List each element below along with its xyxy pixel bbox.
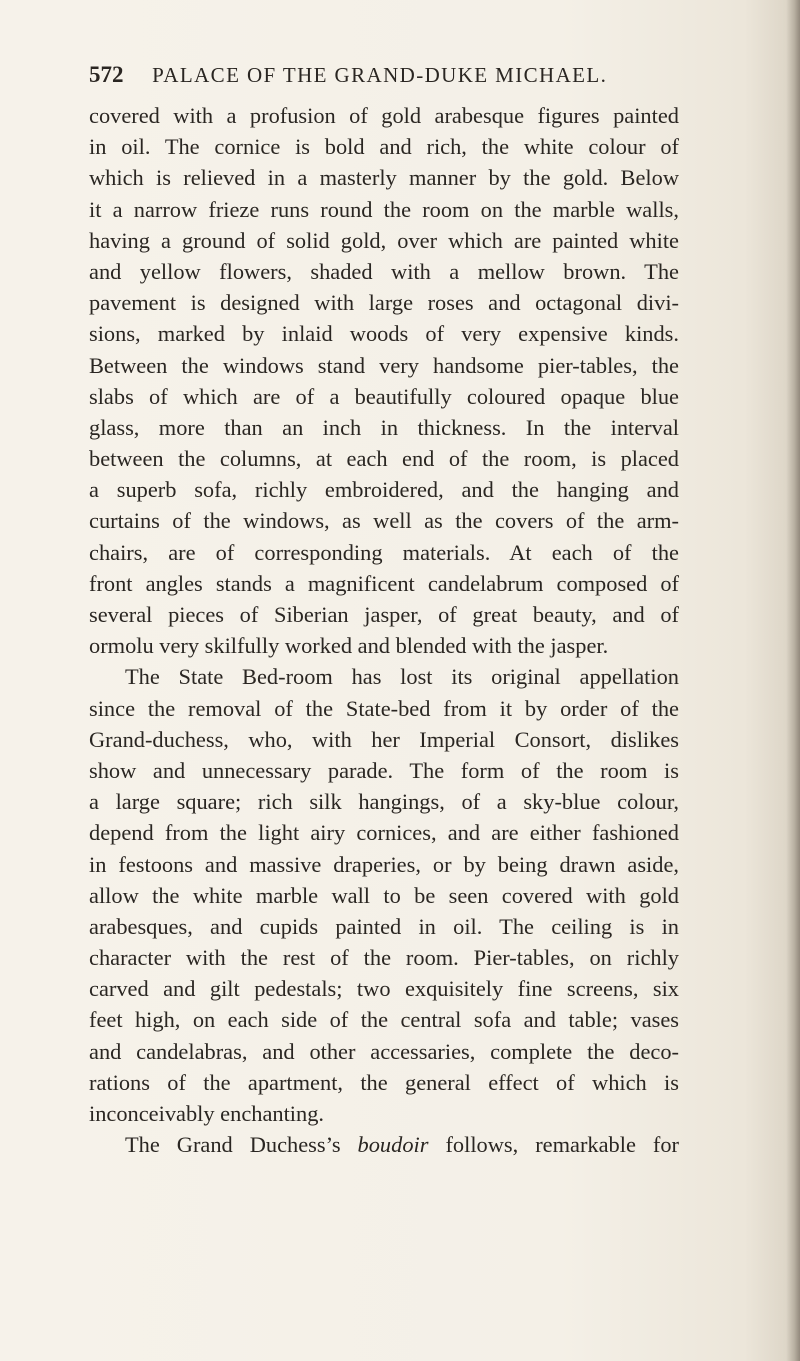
text-line: curtains of the windows, as well as the covers of the arm- [89, 508, 679, 534]
paragraph-end-line: inconceivably enchanting. [89, 1101, 325, 1126]
text-line: pavement is designed with large roses and octagonal divi- [89, 290, 679, 316]
body-text [89, 100, 679, 1160]
text-line: in oil. The cornice is bold and rich, the white colour of [89, 134, 679, 160]
text-line: Grand-duchess, who, with her Imperial Consort, dislikes [89, 726, 679, 752]
text-line: glass, more than an inch in thickness. In the interval [89, 414, 679, 440]
text-line: character with the rest of the room. Pier-tables, on richly [89, 945, 679, 971]
text-line: several pieces of Siberian jasper, of great beauty, and of [89, 602, 679, 627]
text-line: in festoons and massive draperies, or by being drawn aside, [89, 851, 679, 877]
text-line: a superb sofa, richly embroidered, and the hanging and [89, 477, 679, 503]
text-run: The Grand Duchess’s [125, 1132, 358, 1158]
text-line: which is relieved in a masterly manner by the gold. Below [89, 165, 679, 191]
text-line: allow the white marble wall to be seen covered with gold [89, 882, 679, 908]
paragraph-start-line [89, 1129, 679, 1160]
text-line: it a narrow frieze runs round the room on the marble walls, [89, 196, 679, 222]
text-line: show and unnecessary parade. The form of the room is [89, 757, 679, 783]
text-line: rations of the apartment, the general effect of which is [89, 1069, 679, 1095]
text-line: and yellow flowers, shaded with a mellow brown. The [89, 258, 679, 284]
paragraph-start-line: The State Bed-room has lost its original appellation [125, 664, 679, 690]
text-run: follows, remarkable for [428, 1132, 679, 1158]
text-line: front angles stands a magnificent candelabrum composed of [89, 570, 679, 596]
text-line: covered with a profusion of gold arabesque figures painted [89, 103, 679, 128]
running-head [89, 62, 669, 96]
text-line: arabesques, and cupids painted in oil. The ceiling is in [89, 913, 679, 939]
page-edge-shadow [786, 0, 800, 1361]
page-number: 572 [89, 62, 124, 87]
text-line: and candelabras, and other accessaries, complete the deco- [89, 1038, 679, 1064]
text-line: slabs of which are of a beautifully coloured opaque blue [89, 383, 679, 409]
paragraph-end-line: ormolu very skilfully worked and blended with the jasper. [89, 633, 609, 659]
text-line: between the columns, at each end of the room, is placed [89, 446, 679, 472]
text-line: having a ground of solid gold, over which are painted white [89, 227, 679, 253]
text-line: a large square; rich silk hangings, of a sky-blue colour, [89, 789, 679, 815]
text-line: chairs, are of corresponding materials. At each of the [89, 539, 679, 565]
text-line: sions, marked by inlaid woods of very expensive kinds. [89, 321, 679, 347]
italic-term: boudoir [357, 1132, 429, 1158]
running-title: PALACE OF THE GRAND-DUKE MICHAEL. [152, 63, 608, 87]
text-line: depend from the light airy cornices, and are either fashioned [89, 820, 679, 846]
text-line: since the removal of the State-bed from it by order of the [89, 695, 679, 721]
text-line: Between the windows stand very handsome pier-tables, the [89, 352, 679, 378]
text-line: carved and gilt pedestals; two exquisitely fine screens, six [89, 976, 679, 1002]
text-line: feet high, on each side of the central sofa and table; vases [89, 1007, 679, 1033]
